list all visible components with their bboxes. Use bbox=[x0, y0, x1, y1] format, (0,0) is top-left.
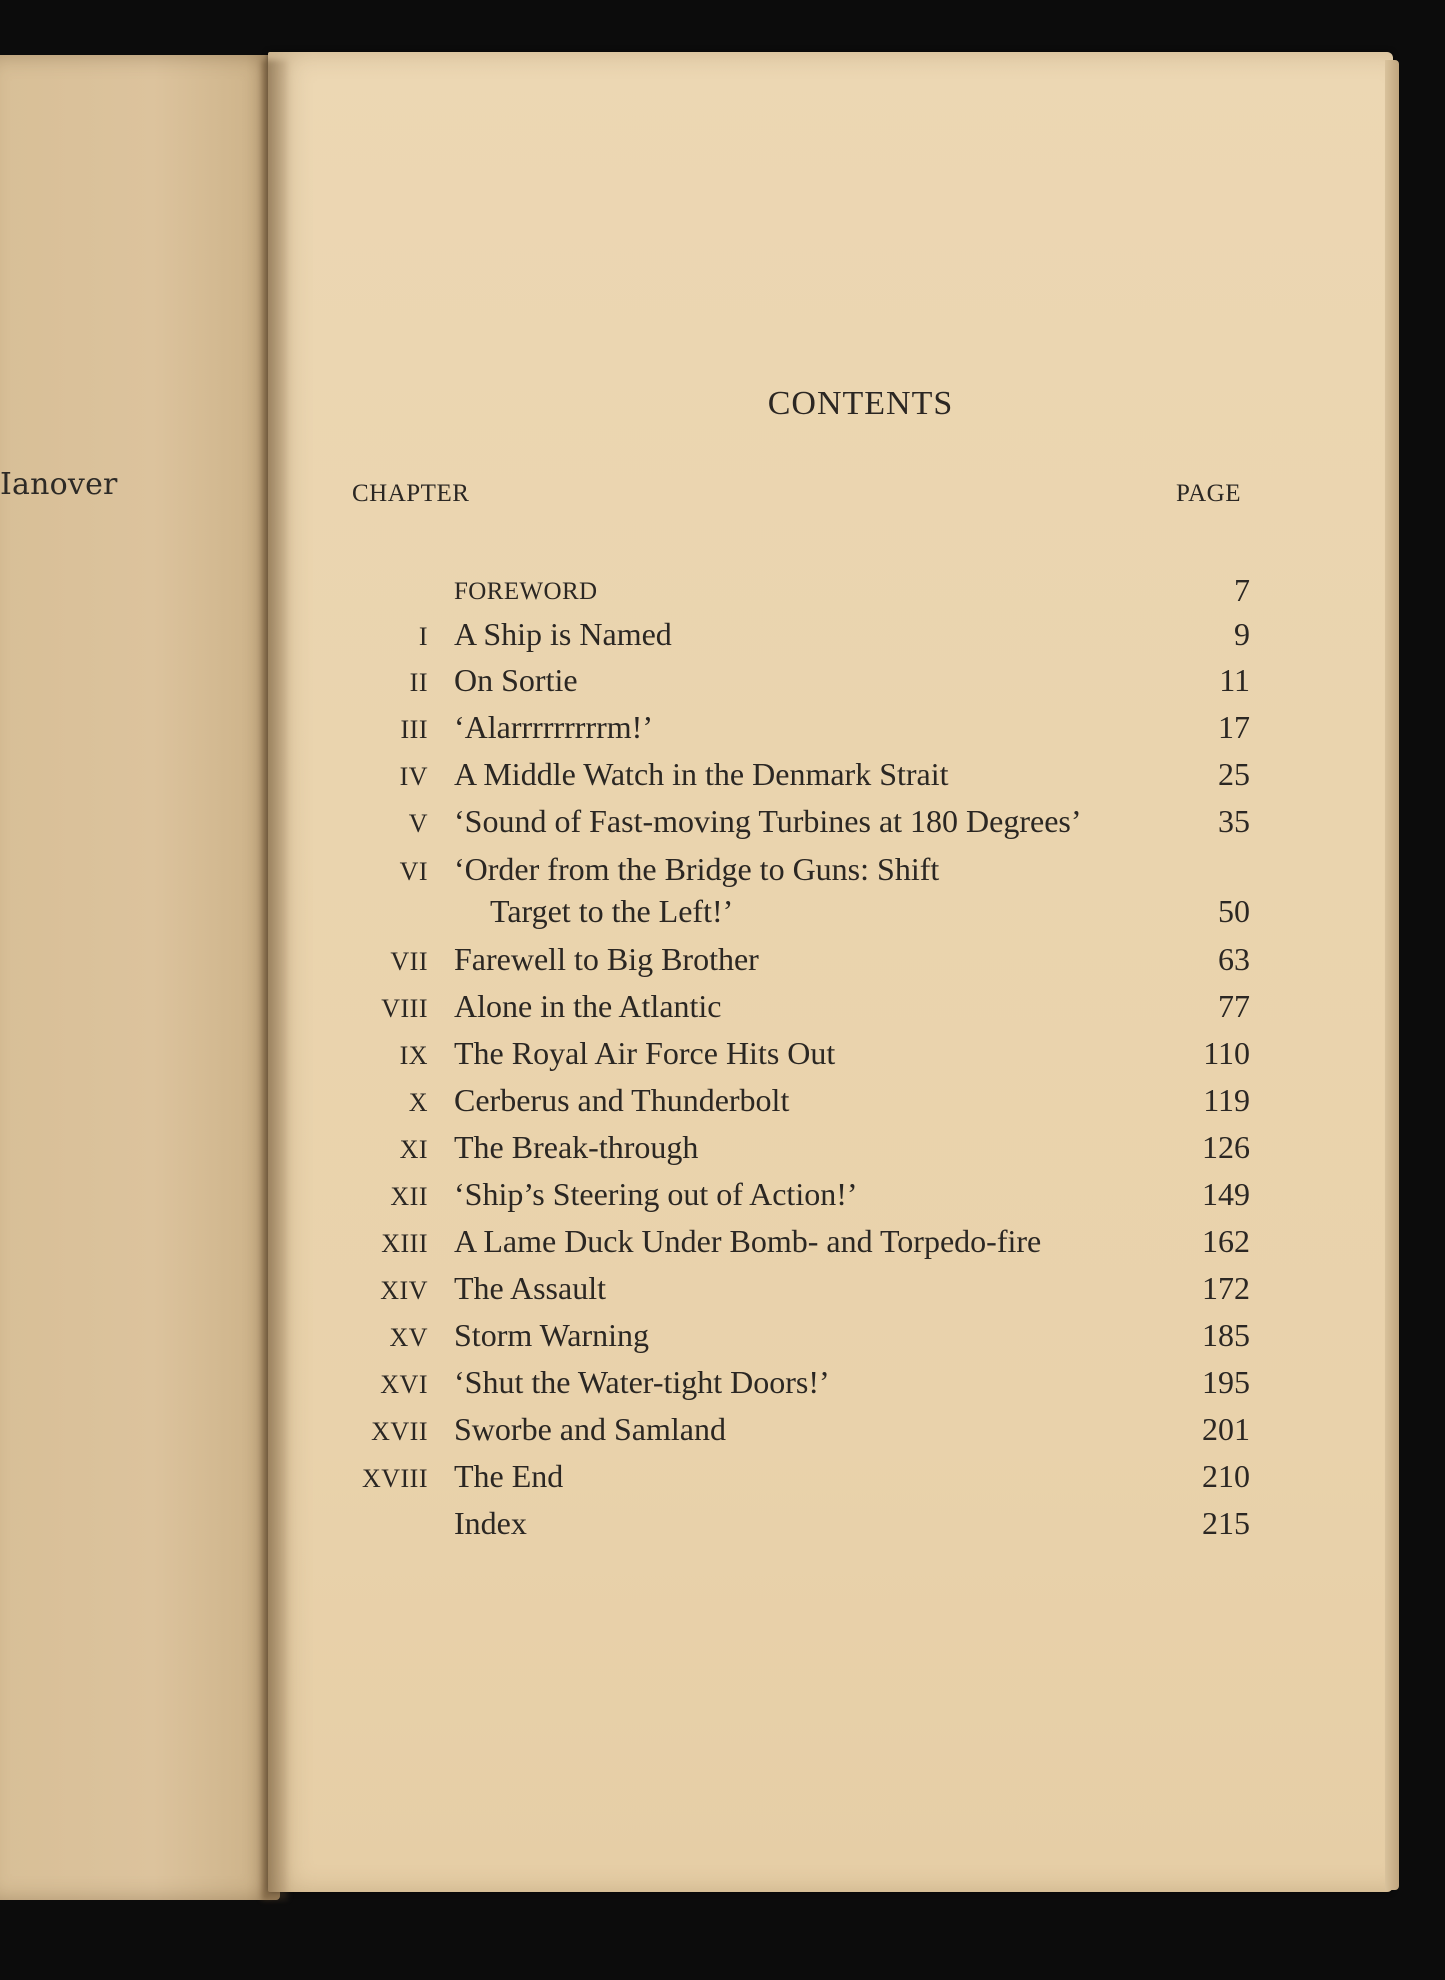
chapter-title: A Lame Duck Under Bomb- and Torpedo-fire bbox=[454, 1223, 1042, 1259]
chapter-title: A Middle Watch in the Denmark Strait bbox=[454, 756, 949, 792]
chapter-number: II bbox=[409, 668, 428, 697]
chapter-title: Sworbe and Samland bbox=[454, 1411, 726, 1447]
page-number: 195 bbox=[1202, 1364, 1250, 1400]
toc-entry bbox=[268, 1082, 1393, 1126]
chapter-title: Alone in the Atlantic bbox=[454, 988, 722, 1024]
toc-entry bbox=[268, 1364, 1393, 1408]
chapter-title: Cerberus and Thunderbolt bbox=[454, 1082, 790, 1118]
chapter-title: ‘Shut the Water-tight Doors!’ bbox=[454, 1364, 830, 1400]
toc-entry bbox=[268, 1270, 1393, 1314]
page-number: 110 bbox=[1203, 1035, 1250, 1071]
toc-entry-two-line bbox=[268, 851, 1393, 939]
chapter-title: On Sortie bbox=[454, 662, 578, 698]
table-of-contents bbox=[268, 52, 1393, 1892]
toc-entry bbox=[268, 662, 1393, 706]
toc-entry-foreword bbox=[268, 572, 1393, 616]
chapter-title: ‘Sound of Fast-moving Turbines at 180 Degrees’ bbox=[454, 803, 1082, 839]
chapter-number: XI bbox=[399, 1135, 428, 1164]
page-number: 201 bbox=[1202, 1411, 1250, 1447]
toc-entry-index bbox=[268, 1505, 1393, 1549]
page-number: 149 bbox=[1202, 1176, 1250, 1212]
left-page-text-fragment: Ianover bbox=[0, 467, 118, 502]
page-column-header: PAGE bbox=[1176, 480, 1241, 507]
page-number: 172 bbox=[1202, 1270, 1250, 1306]
chapter-title: ‘Alarrrrrrrrrm!’ bbox=[454, 709, 653, 745]
chapter-number: V bbox=[408, 809, 428, 838]
toc-entry bbox=[268, 1317, 1393, 1361]
toc-entry bbox=[268, 1035, 1393, 1079]
toc-entry bbox=[268, 616, 1393, 660]
page-number: 9 bbox=[1234, 616, 1250, 652]
left-page bbox=[0, 55, 280, 1900]
page-number: 119 bbox=[1203, 1082, 1250, 1118]
page-number: 185 bbox=[1202, 1317, 1250, 1353]
chapter-title: A Ship is Named bbox=[454, 616, 672, 652]
toc-entry bbox=[268, 756, 1393, 800]
chapter-number: XVI bbox=[380, 1370, 428, 1399]
chapter-title: Farewell to Big Brother bbox=[454, 941, 759, 977]
toc-entry bbox=[268, 1458, 1393, 1502]
toc-entry bbox=[268, 1129, 1393, 1173]
chapter-number: VI bbox=[399, 857, 428, 886]
page-number: 162 bbox=[1202, 1223, 1250, 1259]
page-number: 126 bbox=[1202, 1129, 1250, 1165]
toc-entry bbox=[268, 988, 1393, 1032]
chapter-title: ‘Order from the Bridge to Guns: Shift bbox=[454, 851, 940, 887]
chapter-title-continuation: Target to the Left!’ bbox=[490, 893, 734, 929]
chapter-title: The Break-through bbox=[454, 1129, 699, 1165]
toc-entry bbox=[268, 1411, 1393, 1455]
page-number: 63 bbox=[1218, 941, 1250, 977]
chapter-number: I bbox=[418, 622, 428, 651]
chapter-number: IX bbox=[399, 1041, 428, 1070]
chapter-number: VIII bbox=[381, 994, 428, 1023]
book-gutter-shadow bbox=[262, 60, 288, 1900]
chapter-number: XV bbox=[389, 1323, 428, 1352]
chapter-column-header: CHAPTER bbox=[352, 480, 470, 507]
contents-heading: CONTENTS bbox=[767, 385, 954, 422]
chapter-title: FOREWORD bbox=[454, 578, 598, 605]
toc-entry bbox=[268, 709, 1393, 753]
chapter-title: The End bbox=[454, 1458, 564, 1494]
chapter-number: X bbox=[408, 1088, 428, 1117]
page-number: 11 bbox=[1219, 662, 1250, 698]
chapter-title: The Assault bbox=[454, 1270, 606, 1306]
toc-entry bbox=[268, 1223, 1393, 1267]
page-number: 210 bbox=[1202, 1458, 1250, 1494]
chapter-number: XVII bbox=[371, 1417, 428, 1446]
chapter-title: Storm Warning bbox=[454, 1317, 650, 1353]
page-number: 35 bbox=[1218, 803, 1250, 839]
page-number: 215 bbox=[1202, 1505, 1250, 1541]
chapter-number: IV bbox=[399, 762, 428, 791]
chapter-number: XIII bbox=[381, 1229, 428, 1258]
chapter-number: XVIII bbox=[361, 1464, 428, 1493]
chapter-title: Index bbox=[454, 1505, 527, 1541]
page-number: 7 bbox=[1234, 572, 1250, 608]
chapter-number: XIV bbox=[380, 1276, 428, 1305]
chapter-number: VII bbox=[390, 947, 428, 976]
toc-entry bbox=[268, 941, 1393, 985]
right-page bbox=[268, 52, 1393, 1892]
chapter-number: III bbox=[400, 715, 428, 744]
page-number: 77 bbox=[1218, 988, 1250, 1024]
chapter-title: ‘Ship’s Steering out of Action!’ bbox=[454, 1176, 858, 1212]
chapter-number: XII bbox=[390, 1182, 428, 1211]
toc-entry bbox=[268, 1176, 1393, 1220]
page-edge bbox=[1385, 60, 1399, 1890]
toc-entry bbox=[268, 803, 1393, 847]
page-number: 17 bbox=[1218, 709, 1250, 745]
page-number: 50 bbox=[1218, 893, 1250, 929]
chapter-title: The Royal Air Force Hits Out bbox=[454, 1035, 836, 1071]
page-number: 25 bbox=[1218, 756, 1250, 792]
